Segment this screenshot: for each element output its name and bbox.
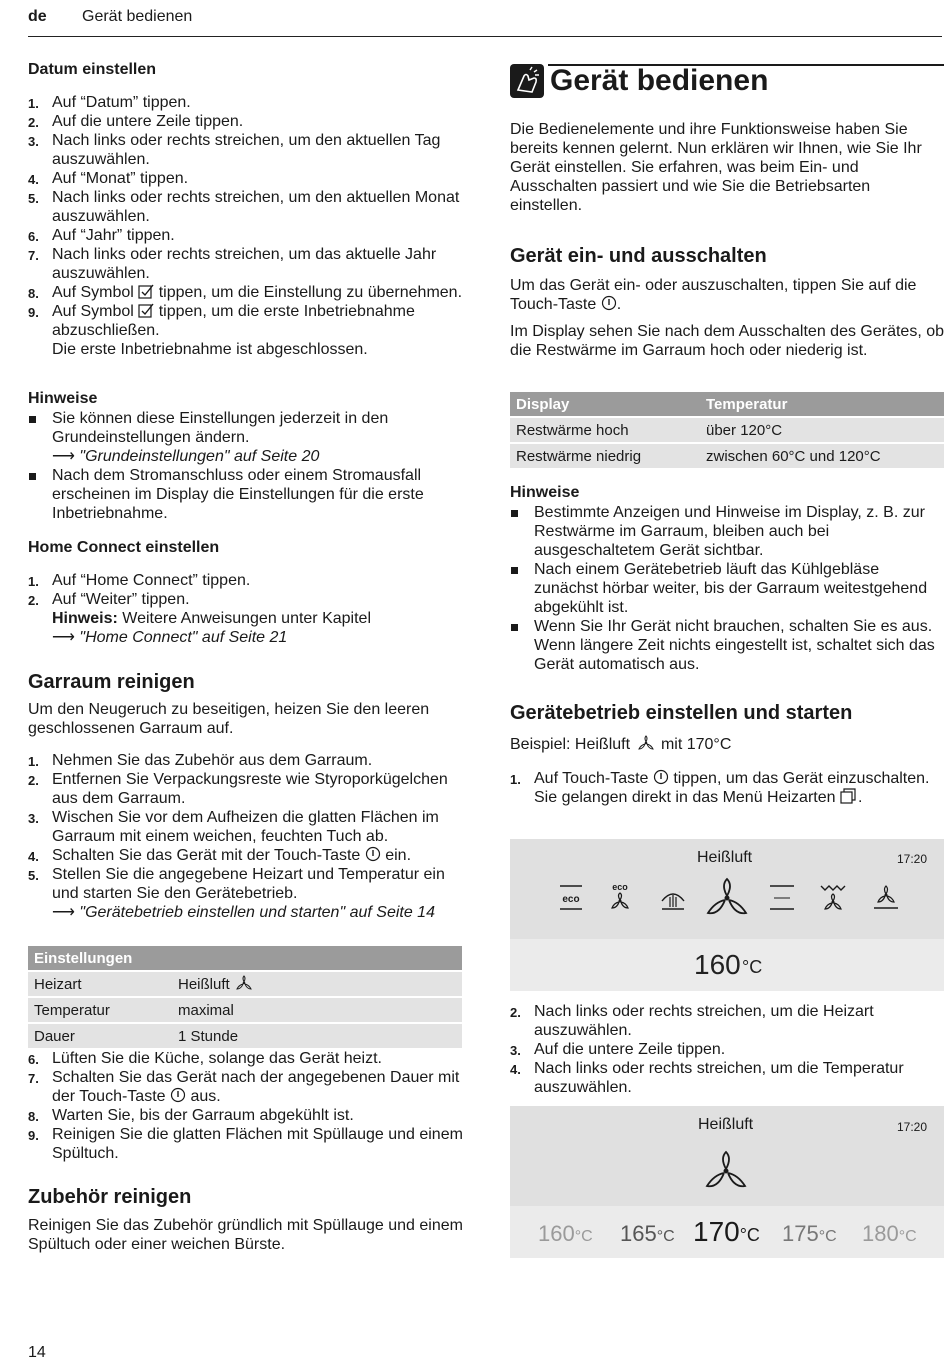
homeconnect-title: Home Connect einstellen [28,539,220,556]
table-row: Heizart Heißluft [28,971,462,997]
power-icon [653,769,669,785]
betrieb-steps-2 [510,1002,944,1097]
hinweise-title-right: Hinweise [510,484,580,501]
temperature-unit: °C [742,957,763,977]
hot-air-fan-icon [635,735,657,751]
power-icon [170,1087,186,1103]
cross-reference-link[interactable]: "Home Connect" auf Seite 21 [79,629,288,646]
garraum-intro: Um den Neugeruch zu beseitigen, heizen Sie den leeren geschlossenen Garraum auf. [28,701,430,737]
eco-fan-icon[interactable] [607,881,633,913]
chapter-intro: Die Bedienelemente und ihre Funktionsweise haben Sie bereits kennen gelernt. Nun erklären wir Ihnen, wie Sie Ihr Gerät einstellen. Sie erfahren, was beim Ein- und Ausschalten passiert und wie Sie die Betriebsarten einstellen. [510,121,922,214]
cross-reference-link[interactable]: "Gerätebetrieb einstellen und starten" auf Seite 14 [79,904,435,921]
einstellungen-table [28,946,462,1048]
temperature-value: 160 [694,949,741,980]
display-title: Heißluft [697,849,753,866]
einaus-title: Gerät ein- und ausschalten [510,245,767,267]
temperature-option[interactable]: 165°C [620,1221,675,1246]
eco-heating-icon[interactable] [558,883,584,913]
list-item: 7. Schalten Sie das Gerät nach der angegebenen Dauer mit der Touch-Taste aus. [28,1069,460,1105]
table-header: Temperatur [700,392,944,417]
list-item: 6. Auf “Jahr” tippen. [28,227,175,244]
checkmark-icon [138,302,154,318]
list-item: 5. Stellen Sie die angegebene Heizart und Temperatur ein und starten Sie den Gerätebetrieb. ⟶ "Gerätebetrieb einstellen und starten" auf Seite 14 [28,866,445,921]
hot-air-fan-icon-selected[interactable] [704,877,750,919]
oven-display-heizart [510,839,944,991]
list-item: 1. Nehmen Sie das Zubehör aus dem Garraum. [28,752,373,769]
list-item: 7. Nach links oder rechts streichen, um das aktuelle Jahr auszuwählen. [28,246,437,282]
datum-steps [28,93,464,359]
list-item: 8. Warten Sie, bis der Garraum abgekühlt ist. [28,1107,354,1124]
header-divider [28,36,942,37]
display-time: 17:20 [897,1120,928,1134]
page-number: 14 [28,1344,46,1361]
einaus-p2: Im Display sehen Sie nach dem Ausschalten des Gerätes, ob die Restwärme im Garraum hoch oder niederig ist. [510,323,945,359]
list-item: 4. Nach links oder rechts streichen, um die Temperatur auszuwählen. [510,1060,904,1096]
cross-reference-link[interactable]: "Grundeinstellungen" auf Seite 20 [79,448,320,465]
list-item: Nach dem Stromanschluss oder einem Stromausfall erscheinen im Display die Einstellungen für die erste Inbetriebnahme. [28,466,464,523]
table-header: Display [510,392,700,417]
svg-text:eco: eco [612,882,628,892]
list-item: Bestimmte Anzeigen und Hinweise im Display, z. B. zur Restwärme im Garraum, bleiben auch bei ausgeschaltetem Gerät sichtbar. [510,503,944,560]
homeconnect-steps [28,571,464,647]
list-item: 9. Reinigen Sie die glatten Flächen mit Spüllauge und einem Spültuch. [28,1126,463,1162]
garraum-title: Garraum reinigen [28,671,195,693]
list-item: 5. Nach links oder rechts streichen, um den aktuellen Monat auszuwählen. [28,189,460,225]
einaus-p1: Um das Gerät ein- oder auszuschalten, tippen Sie auf die Touch-Taste . [510,277,917,313]
betrieb-example: Beispiel: Heißluft mit 170°C [510,736,732,753]
header-title: Gerät bedienen [82,8,193,25]
table-header: Einstellungen [28,946,462,971]
temperature-band[interactable] [510,939,944,991]
list-item: 1. Auf “Datum” tippen. [28,94,191,111]
hot-air-fan-icon [703,1150,749,1192]
list-item: Wenn Sie Ihr Gerät nicht brauchen, schalten Sie es aus. Wenn längere Zeit nichts eingestellt ist, schaltet sich das Gerät automatisch aus. [510,617,944,674]
checkmark-icon [138,283,154,299]
temperature-slider[interactable] [510,1206,944,1258]
list-item: 3. Auf die untere Zeile tippen. [510,1041,726,1058]
garraum-steps-2 [28,1049,464,1163]
list-item: 2. Entfernen Sie Verpackungsreste wie Styroporkügelchen aus dem Garraum. [28,771,448,807]
list-item: 8. Auf Symbol tippen, um die Einstellung zu übernehmen. [28,284,463,301]
header-language: de [28,8,47,25]
list-item: Sie können diese Einstellungen jederzeit in den Grundeinstellungen ändern. ⟶ "Grundeinstellungen" auf Seite 20 [28,409,464,466]
hot-air-fan-icon [234,975,254,991]
hinweise-title-left: Hinweise [28,390,98,407]
list-item: 1. Auf Touch-Taste tippen, um das Gerät einzuschalten. Sie gelangen direkt in das Menü Heizarten . [510,770,930,806]
display-title: Heißluft [698,1116,754,1133]
hand-touch-icon [510,64,544,98]
oven-display-temperatur [510,1106,944,1258]
betrieb-title: Gerätebetrieb einstellen und starten [510,702,853,724]
list-item: 2. Nach links oder rechts streichen, um die Heizart auszuwählen. [510,1003,874,1039]
result-text: Die erste Inbetriebnahme ist abgeschlossen. [52,341,368,358]
table-row: Restwärme niedrig zwischen 60°C und 120°C [510,443,944,468]
list-item: 4. Schalten Sie das Gerät mit der Touch-Taste ein. [28,847,412,864]
garraum-steps [28,751,464,922]
table-row: Restwärme hoch über 120°C [510,417,944,443]
list-item: Nach einem Gerätebetrieb läuft das Kühlgebläse zunächst hörbar weiter, bis der Garraum weitestgehend abgekühlt ist. [510,560,944,617]
restwaerme-table [510,392,944,468]
list-item: 9. Auf Symbol tippen, um die erste Inbetriebnahme abzuschließen. Die erste Inbetriebnahme ist abgeschlossen. [28,303,415,358]
temperature-option[interactable]: 180°C [862,1221,917,1246]
bottom-heat-fan-icon[interactable] [872,883,900,913]
list-item: 4. Auf “Monat” tippen. [28,170,189,187]
power-icon [365,846,381,862]
zubehoer-title: Zubehör reinigen [28,1186,192,1208]
zubehoer-text: Reinigen Sie das Zubehör gründlich mit Spüllauge und einem Spültuch oder einer weichen Bürste. [28,1217,463,1253]
table-row: Dauer 1 Stunde [28,1023,462,1048]
temperature-option[interactable]: 175°C [782,1221,837,1246]
menu-icon [840,788,858,804]
temperature-option-selected[interactable]: 170°C [693,1216,760,1247]
pizza-setting-icon[interactable] [658,883,688,913]
top-bottom-heat-icon[interactable] [768,883,796,913]
svg-text:eco: eco [562,894,580,905]
list-item: 6. Lüften Sie die Küche, solange das Gerät heizt. [28,1050,382,1067]
chapter-title: Gerät bedienen [550,64,769,97]
hinweise-list-right [510,503,944,674]
datum-title: Datum einstellen [28,61,157,78]
temperature-option[interactable]: 160°C [538,1221,593,1246]
list-item: 2. Auf “Weiter” tippen. Hinweis: Weitere Anweisungen unter Kapitel ⟶ "Home Connect" auf Seite 21 [28,591,371,646]
list-item: 3. Nach links oder rechts streichen, um den aktuellen Tag auszuwählen. [28,132,441,168]
list-item: 2. Auf die untere Zeile tippen. [28,113,244,130]
power-icon [601,295,617,311]
betrieb-step1 [510,769,944,807]
display-time: 17:20 [897,852,928,866]
list-item: 1. Auf “Home Connect” tippen. [28,572,251,589]
hinweise-list-left [28,409,464,523]
table-row: Temperatur maximal [28,997,462,1023]
grill-fan-icon[interactable] [819,883,847,913]
list-item: 3. Wischen Sie vor dem Aufheizen die glatten Flächen im Garraum mit einem weichen, feuchten Tuch ab. [28,809,439,845]
